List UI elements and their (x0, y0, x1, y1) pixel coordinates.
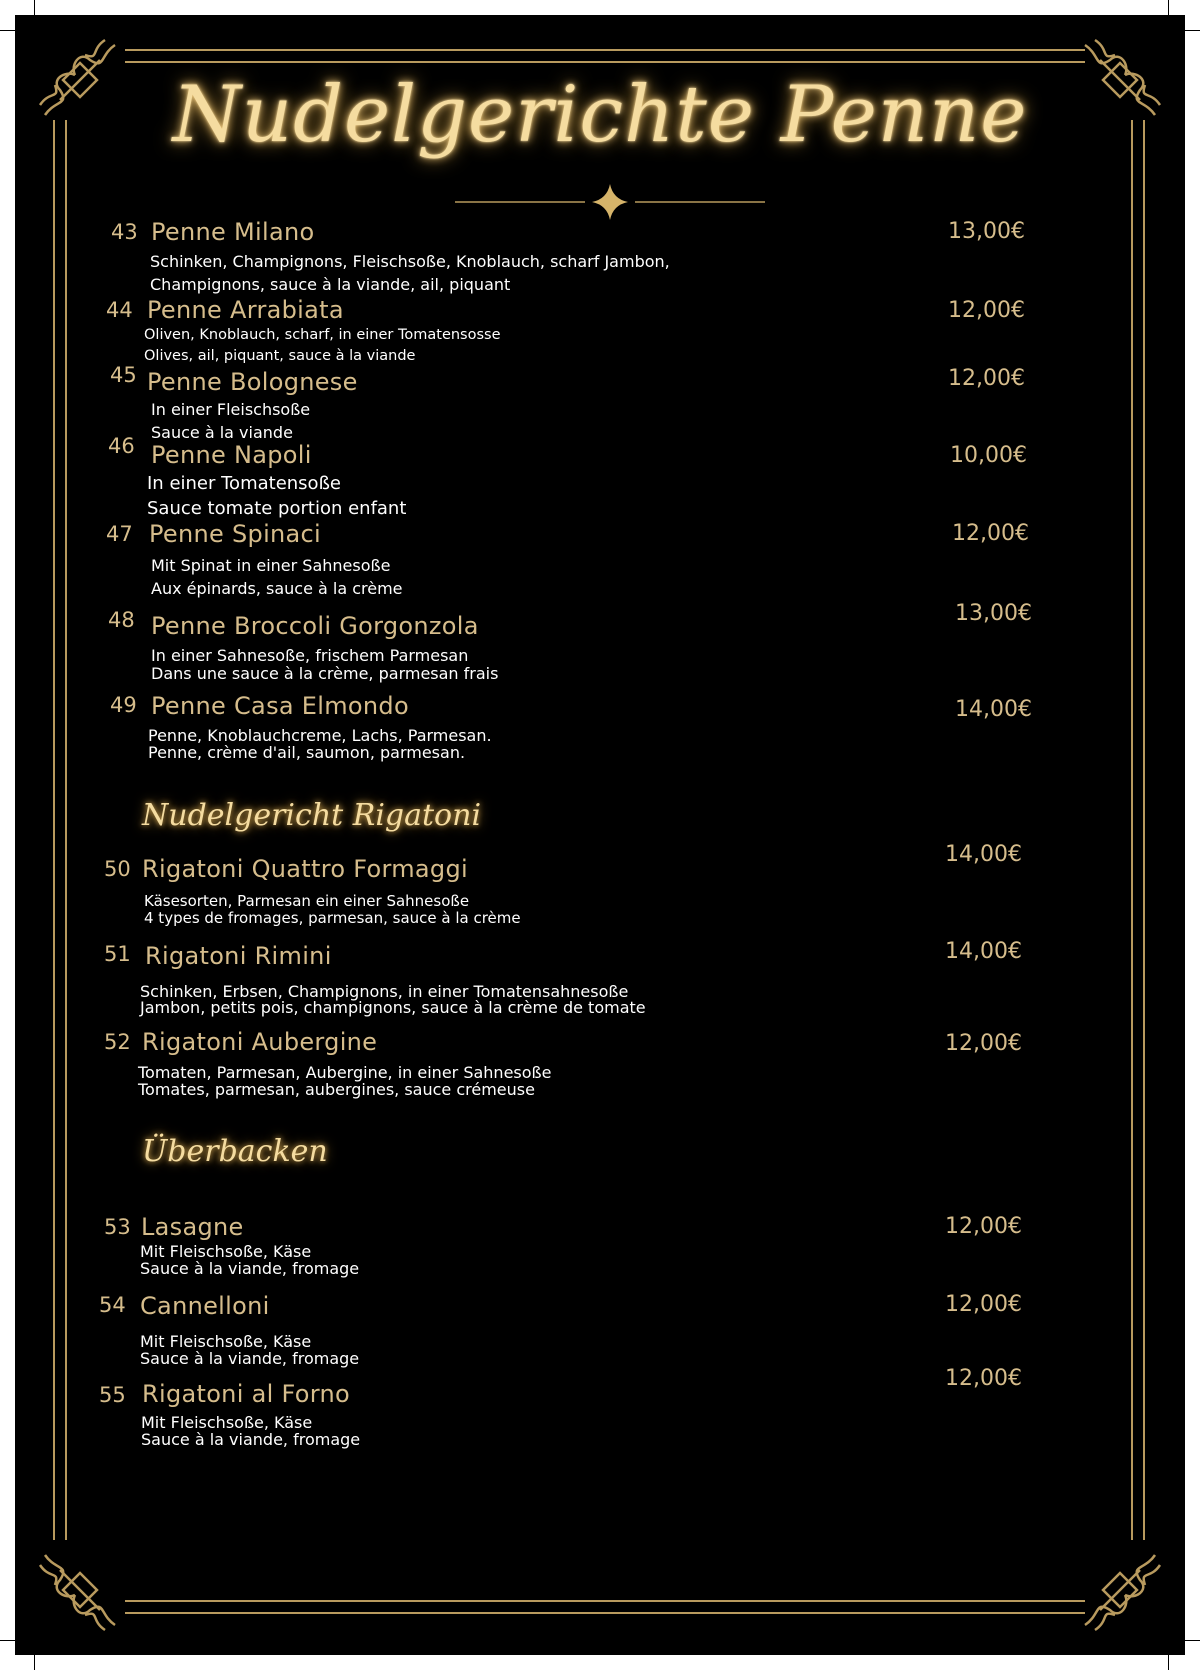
item-description-de: Käsesorten, Parmesan ein einer Sahnesoße (144, 892, 470, 910)
item-description-de: In einer Tomatensoße (147, 473, 341, 494)
frame-left-line (53, 120, 55, 1540)
item-number: 46 (108, 434, 135, 458)
item-price: 12,00€ (945, 1214, 1022, 1239)
item-description-de: Mit Fleischsoße, Käse (141, 1413, 313, 1432)
crop-mark (1185, 1640, 1200, 1641)
item-name: Penne Milano (151, 218, 315, 246)
item-name: Lasagne (141, 1213, 244, 1241)
item-description-de: Schinken, Champignons, Fleischsoße, Knoblauch, scharf Jambon, (150, 252, 670, 271)
crop-mark (1185, 30, 1200, 31)
item-number: 47 (106, 522, 133, 546)
item-description-de: Mit Fleischsoße, Käse (140, 1242, 312, 1261)
corner-ornament-icon (30, 1540, 130, 1640)
item-price: 13,00€ (955, 601, 1032, 626)
item-price: 10,00€ (950, 443, 1027, 468)
item-description-fr: Olives, ail, piquant, sauce à la viande (144, 348, 416, 364)
sparkle-divider-icon (455, 182, 765, 222)
item-description-fr: Jambon, petits pois, champignons, sauce à la crème de tomate (140, 998, 646, 1017)
item-description-de: In einer Fleischsoße (151, 400, 311, 419)
frame-right-line-inner (1131, 120, 1133, 1540)
frame-right-line (1143, 120, 1145, 1540)
item-price: 12,00€ (952, 521, 1029, 546)
item-price: 12,00€ (948, 298, 1025, 323)
page-title: Nudelgerichte Penne (172, 70, 1028, 160)
item-description-fr: Sauce tomate portion enfant (147, 498, 407, 519)
item-name: Rigatoni Rimini (145, 942, 332, 970)
item-number: 43 (111, 220, 138, 244)
frame-bottom-line-inner (125, 1612, 1085, 1614)
frame-top-line (125, 49, 1085, 51)
item-description-de: Mit Fleischsoße, Käse (140, 1332, 312, 1351)
item-description-de: Mit Spinat in einer Sahnesoße (151, 556, 391, 575)
item-description-de: Oliven, Knoblauch, scharf, in einer Tomatensosse (144, 327, 501, 343)
item-description-fr: Sauce à la viande (151, 423, 293, 442)
item-number: 53 (104, 1215, 131, 1239)
item-price: 12,00€ (945, 1031, 1022, 1056)
item-description-de: Schinken, Erbsen, Champignons, in einer Tomatensahnesoße (140, 982, 629, 1001)
item-description-fr: Tomates, parmesan, aubergines, sauce crémeuse (138, 1080, 535, 1099)
frame-bottom-line (125, 1600, 1085, 1602)
item-price: 14,00€ (955, 697, 1032, 722)
item-description-fr: Dans une sauce à la crème, parmesan frais (151, 664, 499, 683)
item-description-fr: Champignons, sauce à la viande, ail, piquant (150, 275, 511, 294)
item-name: Cannelloni (140, 1292, 270, 1320)
item-price: 12,00€ (948, 366, 1025, 391)
section-heading: Überbacken (142, 1134, 328, 1169)
item-name: Penne Arrabiata (147, 296, 344, 324)
item-name: Rigatoni Aubergine (142, 1028, 378, 1056)
crop-mark (0, 1640, 15, 1641)
frame-left-line-inner (65, 120, 67, 1540)
crop-mark (34, 1655, 35, 1670)
item-number: 51 (104, 942, 131, 966)
item-description-fr: Sauce à la viande, fromage (141, 1430, 361, 1449)
item-description-fr: Sauce à la viande, fromage (140, 1259, 360, 1278)
item-description-de: In einer Sahnesoße, frischem Parmesan (151, 646, 469, 665)
item-number: 50 (104, 857, 131, 881)
crop-mark (0, 30, 15, 31)
item-number: 54 (99, 1293, 126, 1317)
item-price: 14,00€ (945, 842, 1022, 867)
item-number: 48 (108, 608, 135, 632)
corner-ornament-icon (1070, 1540, 1170, 1640)
item-name: Rigatoni al Forno (142, 1380, 350, 1408)
item-name: Penne Napoli (151, 441, 312, 469)
item-description-fr: Penne, crème d'ail, saumon, parmesan. (148, 743, 466, 762)
item-name: Penne Bolognese (147, 368, 358, 396)
item-name: Penne Broccoli Gorgonzola (151, 612, 479, 640)
item-price: 14,00€ (945, 939, 1022, 964)
section-heading: Nudelgericht Rigatoni (142, 798, 482, 833)
item-number: 52 (104, 1030, 131, 1054)
item-price: 12,00€ (945, 1366, 1022, 1391)
item-price: 12,00€ (945, 1292, 1022, 1317)
crop-mark (1168, 1655, 1169, 1670)
item-number: 44 (106, 298, 133, 322)
crop-mark (34, 0, 35, 15)
item-description-fr: Sauce à la viande, fromage (140, 1349, 360, 1368)
item-description-fr: 4 types de fromages, parmesan, sauce à la crème (144, 909, 521, 927)
item-description-fr: Aux épinards, sauce à la crème (151, 579, 403, 598)
item-price: 13,00€ (948, 219, 1025, 244)
item-name: Penne Spinaci (149, 520, 322, 548)
item-description-de: Penne, Knoblauchcreme, Lachs, Parmesan. (148, 726, 492, 745)
item-description-de: Tomaten, Parmesan, Aubergine, in einer Sahnesoße (138, 1063, 552, 1082)
item-number: 45 (110, 363, 137, 387)
crop-mark (1168, 0, 1169, 15)
item-name: Penne Casa Elmondo (151, 692, 409, 720)
item-name: Rigatoni Quattro Formaggi (142, 855, 468, 883)
item-number: 55 (99, 1383, 126, 1407)
item-number: 49 (110, 693, 137, 717)
frame-top-line-inner (125, 61, 1085, 63)
